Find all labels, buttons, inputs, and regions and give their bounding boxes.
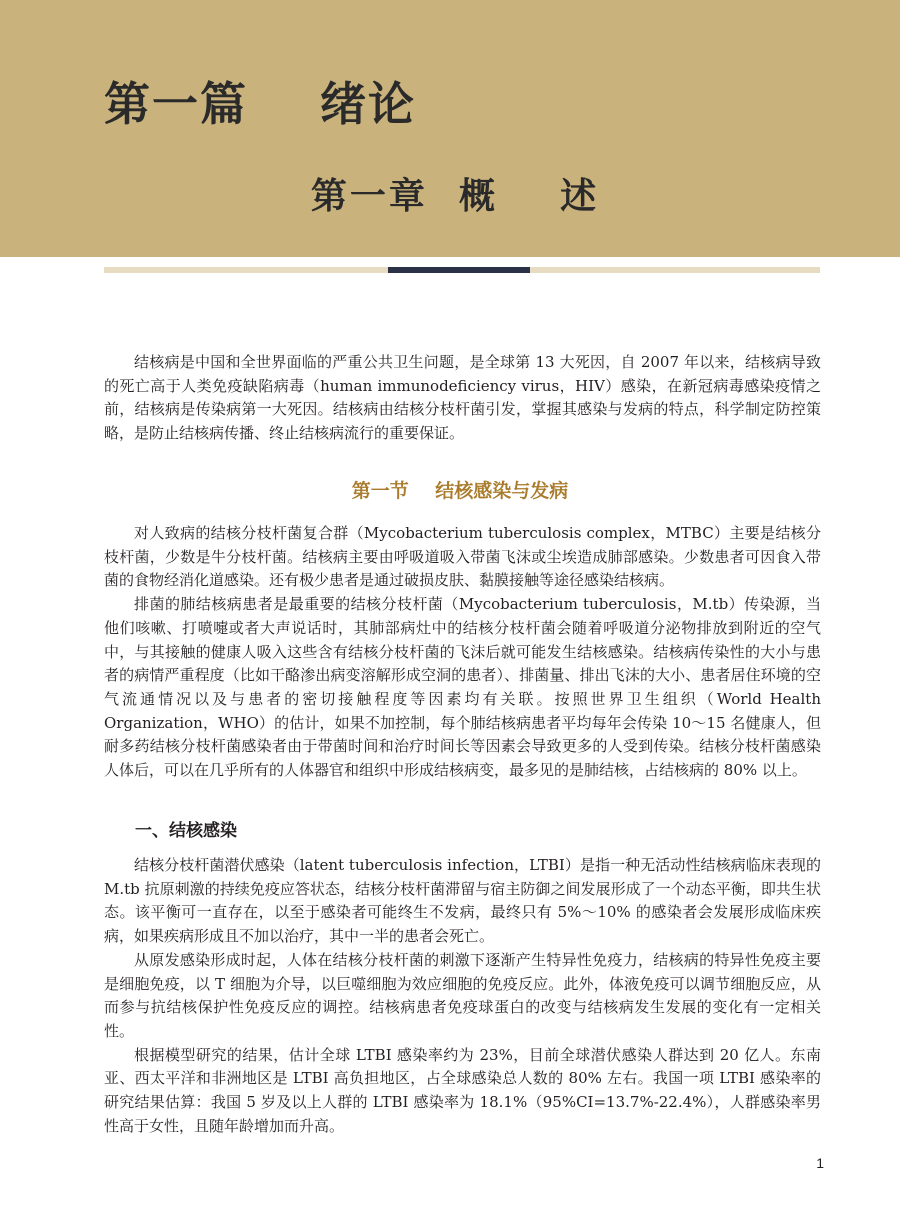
section-title: 第一节 结核感染与发病 xyxy=(351,480,569,502)
paragraph: 结核病是中国和全世界面临的严重公共卫生问题，是全球第 13 大死因，自 2007 年以来，结核病导致的死亡高于人类免疫缺陷病毒（human immunodeficiency virus，HIV）感染，在新冠病毒感染疫情之前，结核病是传染病第一大死因。结核病由结核分枝杆菌引发，掌握其感染与发病的特点，科学制定防控策略，是防止结核病传播、终止结核病流行的重要保证。 xyxy=(104,353,821,443)
paragraph: 结核分枝杆菌潜伏感染（latent tuberculosis infection，LTBI）是指一种无活动性结核病临床表现的 M.tb 抗原刺激的持续免疫应答状态，结核分枝杆菌滞留与宿主防御之间发展形成了一个动态平衡，即共生状态。该平衡可一直存在，以至于感染者可能终生不发病，最终只有 5%～10% 的感染者会发展形成临床疾病，如果疾病形成且不加以治疗，其中一半的患者会死亡。 xyxy=(104,856,821,946)
page-number: 1 xyxy=(816,1155,824,1171)
paragraph: 根据模型研究的结果，估计全球 LTBI 感染率约为 23%，目前全球潜伏感染人群达到 20 亿人。东南亚、西太平洋和非洲地区是 LTBI 高负担地区，占全球感染总人数的 80% 左右。我国一项 LTBI 感染率的研究结果估算：我国 5 岁及以上人群的 LTBI 感染率为 18.1%（95%CI=13.7%-22.4%），人群感染率男性高于女性，且随年龄增加而升高。 xyxy=(104,1045,821,1135)
subsection-text xyxy=(104,854,821,1138)
paragraph: 排菌的肺结核病患者是最重要的结核分枝杆菌（Mycobacterium tuberculosis，M.tb）传染源，当他们咳嗽、打喷嚏或者大声说话时，其肺部病灶中的结核分枝杆菌会随着呼吸道分泌物排放到附近的空气中，与其接触的健康人吸入这些含有结核分枝杆菌的飞沫后就可能发生结核感染。结核病传染性的大小与患者的病情严重程度（比如干酪渗出病变溶解形成空洞的患者）、排菌量、排出飞沫的大小、患者居住环境的空气流通情况以及与患者的密切接触程度等因素均有关联。按照世界卫生组织（World Health Organization，WHO）的估计，如果不加控制，每个肺结核病患者平均每年会传染 10～15 名健康人，但耐多药结核分枝杆菌感染者由于带菌时间和治疗时间长等因素会导致更多的人受到传染。结核分枝杆菌感染人体后，可以在几乎所有的人体器官和组织中形成结核病变，最多见的是肺结核，占结核病的 80% 以上。 xyxy=(104,595,821,780)
paragraph: 对人致病的结核分枝杆菌复合群（Mycobacterium tuberculosis complex，MTBC）主要是结核分枝杆菌，少数是牛分枝杆菌。结核病主要由呼吸道吸入带菌飞沫或尘埃造成肺部感染。少数患者可因食入带菌的食物经消化道感染。还有极少患者是通过破损皮肤、黏膜接触等途径感染结核病。 xyxy=(104,524,821,590)
chapter-title: 第一章 概 述 xyxy=(310,176,600,217)
subsection-title: 一、结核感染 xyxy=(135,821,237,841)
part-title: 第一篇 绪论 xyxy=(104,77,417,131)
section-text xyxy=(104,522,821,783)
intro-text xyxy=(104,351,821,446)
divider-right xyxy=(530,267,820,273)
divider-accent xyxy=(388,267,530,273)
paragraph: 从原发感染形成时起，人体在结核分枝杆菌的刺激下逐渐产生特异性免疫力，结核病的特异性免疫主要是细胞免疫，以 T 细胞为介导，以巨噬细胞为效应细胞的免疫反应。此外，体液免疫可以调节细胞反应，从而参与抗结核保护性免疫反应的调控。结核病患者免疫球蛋白的改变与结核病发生发展的变化有一定相关性。 xyxy=(104,950,821,1040)
divider-left xyxy=(104,267,388,273)
